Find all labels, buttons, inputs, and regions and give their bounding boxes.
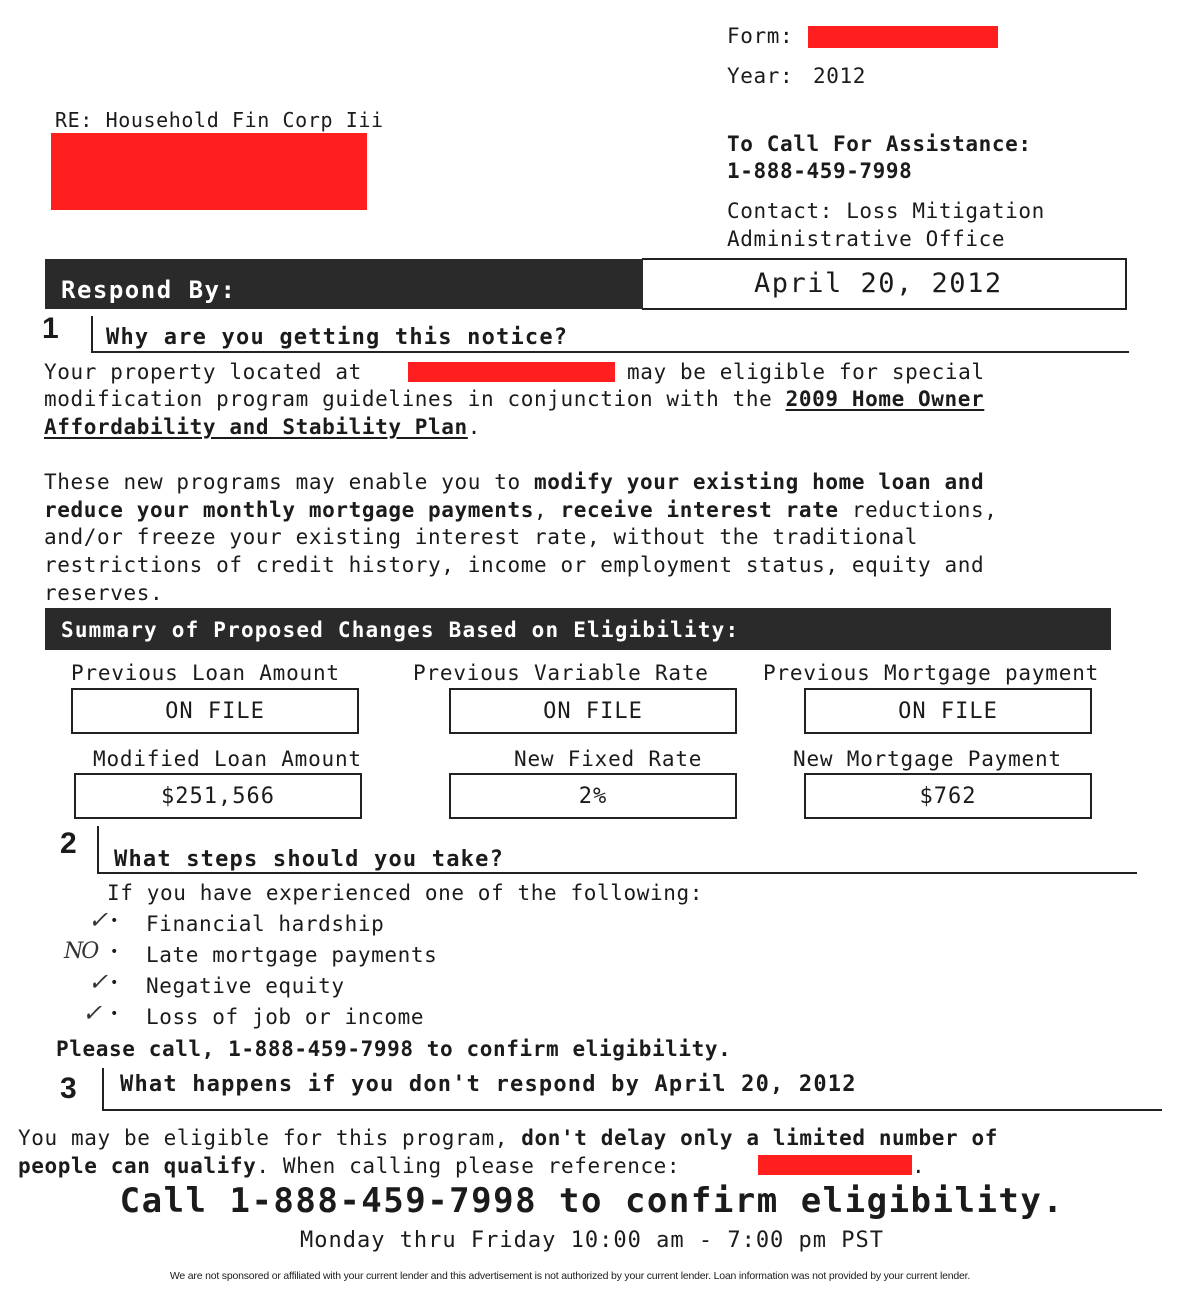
- p1-line-2: modification program guidelines in conjunction with the: [44, 387, 773, 411]
- new-rate-label: New Fixed Rate: [514, 747, 703, 771]
- s3-line2-bold: people can qualify: [18, 1154, 257, 1178]
- section-3-rule: [102, 1109, 1162, 1111]
- section-2-intro: If you have experienced one of the following:: [107, 881, 703, 905]
- prev-loan-box: [71, 688, 359, 734]
- list-item: Late mortgage payments: [146, 943, 438, 967]
- prev-payment-value: ON FILE: [898, 698, 998, 724]
- summary-title: Summary of Proposed Changes Based on Eligibility:: [61, 618, 740, 642]
- contact-line-1: Contact: Loss Mitigation: [727, 199, 1045, 223]
- reference-number-redaction: [758, 1155, 912, 1175]
- p1-pre: Your property located at: [44, 360, 362, 384]
- call-to-action: Call 1-888-459-7998 to confirm eligibility.: [119, 1181, 1065, 1221]
- prev-payment-label: Previous Mortgage payment: [763, 661, 1100, 685]
- address-redaction: [51, 133, 367, 210]
- section-1-number: 1: [42, 312, 59, 345]
- list-item: Financial hardship: [146, 912, 385, 936]
- s3-line2-rest: . When calling please reference:: [256, 1154, 681, 1178]
- handwritten-no-mark: NO: [64, 939, 98, 964]
- p2-line2-bold-a: reduce your monthly mortgage payments: [44, 498, 534, 522]
- respond-by-date: April 20, 2012: [754, 268, 1003, 299]
- prev-rate-box: [449, 688, 737, 734]
- p2-line1-pre: These new programs may enable you to: [44, 470, 521, 494]
- hamp-link-part-2: Affordability and Stability Plan: [44, 415, 468, 439]
- new-payment-box: [804, 773, 1092, 819]
- checkmark-icon: ✓: [88, 906, 109, 934]
- re-line: RE: Household Fin Corp Iii: [55, 108, 384, 132]
- section-1-para-2-line-5: reserves.: [44, 581, 164, 605]
- list-item: Loss of job or income: [146, 1005, 425, 1029]
- section-1-para-2-line-4: restrictions of credit history, income or employment status, equity and: [44, 553, 985, 577]
- prev-loan-value: ON FILE: [165, 698, 265, 724]
- p2-line2-bold-b: receive interest rate: [560, 498, 839, 522]
- bullet-icon: •: [110, 913, 119, 929]
- new-payment-label: New Mortgage Payment: [793, 747, 1062, 771]
- s3-line2-end: .: [912, 1154, 926, 1178]
- section-3-line-2: [18, 1153, 680, 1181]
- form-number-redaction: [808, 26, 998, 48]
- p2-line2-mid: ,: [534, 498, 548, 522]
- prev-rate-value: ON FILE: [543, 698, 643, 724]
- p2-line2-end: reductions,: [851, 498, 998, 522]
- section-1-para-2-line-2: [44, 497, 998, 525]
- prev-loan-label: Previous Loan Amount: [71, 661, 340, 685]
- new-rate-value: 2%: [578, 783, 608, 809]
- section-1-para-1-line-2: [44, 386, 984, 414]
- bullet-icon: •: [110, 975, 119, 991]
- section-1-para-2-line-1: [44, 469, 984, 497]
- section-3-number: 3: [60, 1072, 77, 1105]
- year-label: Year:: [727, 64, 794, 88]
- section-1-rule: [91, 351, 1129, 353]
- contact-line-2: Administrative Office: [727, 227, 1006, 251]
- prev-rate-label: Previous Variable Rate: [413, 661, 709, 685]
- section-2-title: What steps should you take?: [114, 847, 505, 872]
- assistance-phone[interactable]: 1-888-459-7998: [727, 159, 913, 183]
- form-label: Form:: [727, 24, 794, 48]
- please-call-line: Please call, 1-888-459-7998 to confirm eligibility.: [56, 1037, 732, 1061]
- p2-line1-bold: modify your existing home loan and: [534, 470, 985, 494]
- section-3-divider: [102, 1068, 104, 1110]
- respond-by-bar: [45, 259, 643, 309]
- section-1-para-1-line-1: [44, 359, 362, 387]
- section-2-rule: [97, 872, 1137, 874]
- section-1-divider: [91, 316, 93, 352]
- p1-end: .: [467, 415, 482, 439]
- assistance-title: To Call For Assistance:: [727, 132, 1032, 156]
- disclaimer: We are not sponsored or affiliated with your current lender and this advertisement is not authorized by your current lender. Loan information was not provided by your current lender.: [169, 1270, 971, 1282]
- property-address-redaction: [408, 362, 615, 382]
- respond-by-date-box: [642, 258, 1127, 310]
- new-rate-box: [449, 773, 737, 819]
- checkmark-icon: ✓: [88, 968, 109, 996]
- prev-payment-box: [804, 688, 1092, 734]
- list-item: Negative equity: [146, 974, 345, 998]
- section-1-para-2-line-3: and/or freeze your existing interest rate, without the traditional: [44, 525, 919, 549]
- s3-line1-pre: You may be eligible for this program,: [18, 1126, 508, 1150]
- mod-loan-box: [74, 773, 362, 819]
- new-payment-value: $762: [919, 783, 977, 809]
- bullet-icon: •: [110, 944, 119, 960]
- mod-loan-label: Modified Loan Amount: [93, 747, 362, 771]
- section-3-title: What happens if you don't respond by April 20, 2012: [120, 1072, 857, 1097]
- summary-bar: [45, 608, 1111, 650]
- office-hours: Monday thru Friday 10:00 am - 7:00 pm PST: [299, 1228, 885, 1253]
- section-1-title: Why are you getting this notice?: [106, 325, 569, 350]
- mod-loan-value: $251,566: [161, 783, 275, 809]
- section-3-line-1: [18, 1125, 998, 1153]
- section-2-number: 2: [60, 827, 77, 860]
- respond-by-label: Respond By:: [61, 276, 237, 304]
- year-value: 2012: [813, 64, 866, 88]
- checkmark-icon: ✓: [82, 999, 103, 1027]
- s3-line1-bold: don't delay only a limited number of: [521, 1126, 999, 1150]
- p1-mid: may be eligible for special: [627, 360, 985, 384]
- hamp-link-part-1: 2009 Home Owner: [785, 387, 985, 411]
- bullet-icon: •: [110, 1006, 119, 1022]
- section-1-para-1-line-3: [44, 414, 481, 442]
- section-2-divider: [97, 826, 99, 874]
